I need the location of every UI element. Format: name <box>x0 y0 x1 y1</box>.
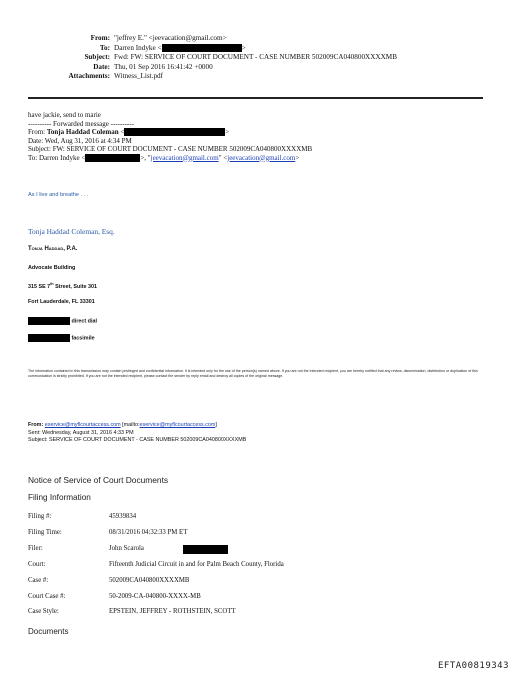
document-id: EFTA00819343 <box>438 661 510 671</box>
service-email-from: From: eservice@myflcourtaccess.com [mailto:eservice@myflcourtaccess.com] <box>28 422 217 428</box>
filing-row-label: Filer: <box>28 545 43 552</box>
filing-row-value: 08/31/2016 04:32:33 PM ET <box>109 529 188 536</box>
signature-tagline: As I live and breathe . . . <box>28 192 89 198</box>
header-divider <box>28 97 483 99</box>
header-from-value: "jeffrey E." <jeevacation@gmail.com> <box>114 34 227 42</box>
forwarded-from: From: Tonja Haddad Coleman < > <box>28 128 230 136</box>
filing-row-label: Filing #: <box>28 513 52 520</box>
service-email-sent: Sent: Wednesday, August 31, 2016 4:33 PM <box>28 429 134 436</box>
email-link[interactable]: jeevacation@gmail.com <box>227 153 296 162</box>
email-link[interactable]: jeevacation@gmail.com <box>150 153 219 162</box>
forwarded-date: Date: Wed, Aug 31, 2016 at 4:34 PM <box>28 136 132 145</box>
filing-row-value: Fifteenth Judicial Circuit in and for Palm Beach County, Florida <box>109 561 284 568</box>
filing-row-label: Court Case #: <box>28 593 66 600</box>
filing-row-value: 502009CA040800XXXXMB <box>109 577 190 584</box>
filing-row-label: Case Style: <box>28 608 59 615</box>
redaction-bar <box>124 128 225 136</box>
signature-name: Tonja Haddad Coleman, Esq. <box>28 227 115 236</box>
forwarded-separator: ---------- Forwarded message ---------- <box>28 119 134 128</box>
email-link[interactable]: eservice@myflcourtaccess.com <box>139 422 216 428</box>
header-subject-value: Fwd: FW: SERVICE OF COURT DOCUMENT - CASE NUMBER 502009CA040800XXXXMB <box>114 53 397 61</box>
signature-street: 315 SE 7th Street, Suite 301 <box>28 282 98 290</box>
filing-row-value: 45939834 <box>109 513 137 520</box>
redaction-bar <box>28 334 70 342</box>
filing-row-label: Filing Time: <box>28 529 62 536</box>
notice-title: Notice of Service of Court Documents <box>28 475 169 485</box>
signature-city: Fort Lauderdale, FL 33301 <box>28 299 95 305</box>
email-link[interactable]: eservice@myflcourtaccess.com <box>44 422 121 428</box>
attachment-filename: Witness_List.pdf <box>114 72 164 80</box>
filing-row-value: 50-2009-CA-040800-XXXX-MB <box>109 593 201 600</box>
signature-direct-dial: direct dial <box>28 317 97 325</box>
redaction-bar <box>28 317 70 325</box>
signature-firm: Tonja Haddad, P.A. <box>28 246 78 252</box>
redaction-bar <box>162 44 242 52</box>
header-date-value: Thu, 01 Sep 2016 16:41:42 +0000 <box>114 62 213 71</box>
signature-building: Advocate Building <box>28 265 76 271</box>
documents-header: Documents <box>28 627 69 636</box>
signature-fax: facsimile <box>28 334 95 342</box>
filing-row-label: Court: <box>28 561 46 568</box>
redaction-bar <box>183 545 228 554</box>
filing-row-value: John Scarola <box>109 545 144 552</box>
forwarded-to: To: Darren Indyke < >, "jeevacation@gmail.com" <jeevacation@gmail.com> <box>28 153 300 162</box>
service-email-subject: Subject: SERVICE OF COURT DOCUMENT - CASE NUMBER 502009CA040800XXXXMB <box>28 437 247 443</box>
document-page: From: "jeffrey E." <jeevacation@gmail.com> To: Darren Indyke < > Subject: Fwd: FW: SERVICE OF COURT DOCUMENT - CASE NUMBER 502009CA040800XXXXMB Date: Thu, 01 Sep 2016 16:41:42 +0000 Attachments: Witness_List.pdf have jackie, send to marie ---------- Forwarded message ---------- From: Tonja Haddad Coleman < > Date: Wed, Aug 31, 2016 at 4:34 PM Subject: FW: SERVICE OF COURT DOCUMENT - CASE NUMBER 502009CA040800XXXXMB To: Darren Indyke < >, "jeevacation@gmail.com" <jeevacation@gmail.com> As I live and breathe . . . Tonja Haddad Coleman, Esq. Tonja Haddad, P.A. Advocate Building 315 SE 7th Street, Suite 301 Fort Lauderdale, FL 33301 direct dial facsimile The information contained in this transmission may contain privileged and confidential information. It is intended only for the use of the person(s) named above. If you are not the intended recipient, you are hereby notified that any review, dissemination, distribution or duplication of this communication is strictly prohibited. If you are not the intended recipient, please contact the sender by reply email and destroy all copies of the original message. From: eservice@myflcourtaccess.com [mailto:eservice@myflcourtaccess.com] Sent: Wednesday, August 31, 2016 4:33 PM Subject: SERVICE OF COURT DOCUMENT - CASE NUMBER 502009CA040800XXXXMB Notice of Service of Court Documents Filing Information Filing #: 45939834 Filing Time: 08/31/2016 04:32:33 PM ET Filer: John Scarola Court: Fifteenth Judicial Circuit in and for Palm Beach County, Florida Case #: 502009CA040800XXXXMB Court Case #: 50-2009-CA-040800-XXXX-MB Case Style: EPSTEIN, JEFFREY - ROTHSTEIN, SCOTT Documents EFTA00819343 <box>28 34 510 671</box>
confidentiality-disclaimer: The information contained in this transmission may contain privileged and confidential information. It is intended only for the use of the person(s) named above. If you are not the intended recipient, you are hereby notified that any review, dissemination, distribution or duplication of this communication is strictly prohibited. If you are not the intended recipient, please contact the sender by reply email and destroy all copies of the original message. <box>28 369 478 378</box>
filing-info-header: Filing Information <box>28 493 91 502</box>
filing-row-label: Case #: <box>28 577 49 584</box>
body-note: have jackie, send to marie <box>28 111 101 119</box>
forwarded-subject: Subject: FW: SERVICE OF COURT DOCUMENT - CASE NUMBER 502009CA040800XXXXMB <box>28 145 313 153</box>
filing-row-value: EPSTEIN, JEFFREY - ROTHSTEIN, SCOTT <box>109 608 236 615</box>
redaction-bar <box>85 154 140 162</box>
